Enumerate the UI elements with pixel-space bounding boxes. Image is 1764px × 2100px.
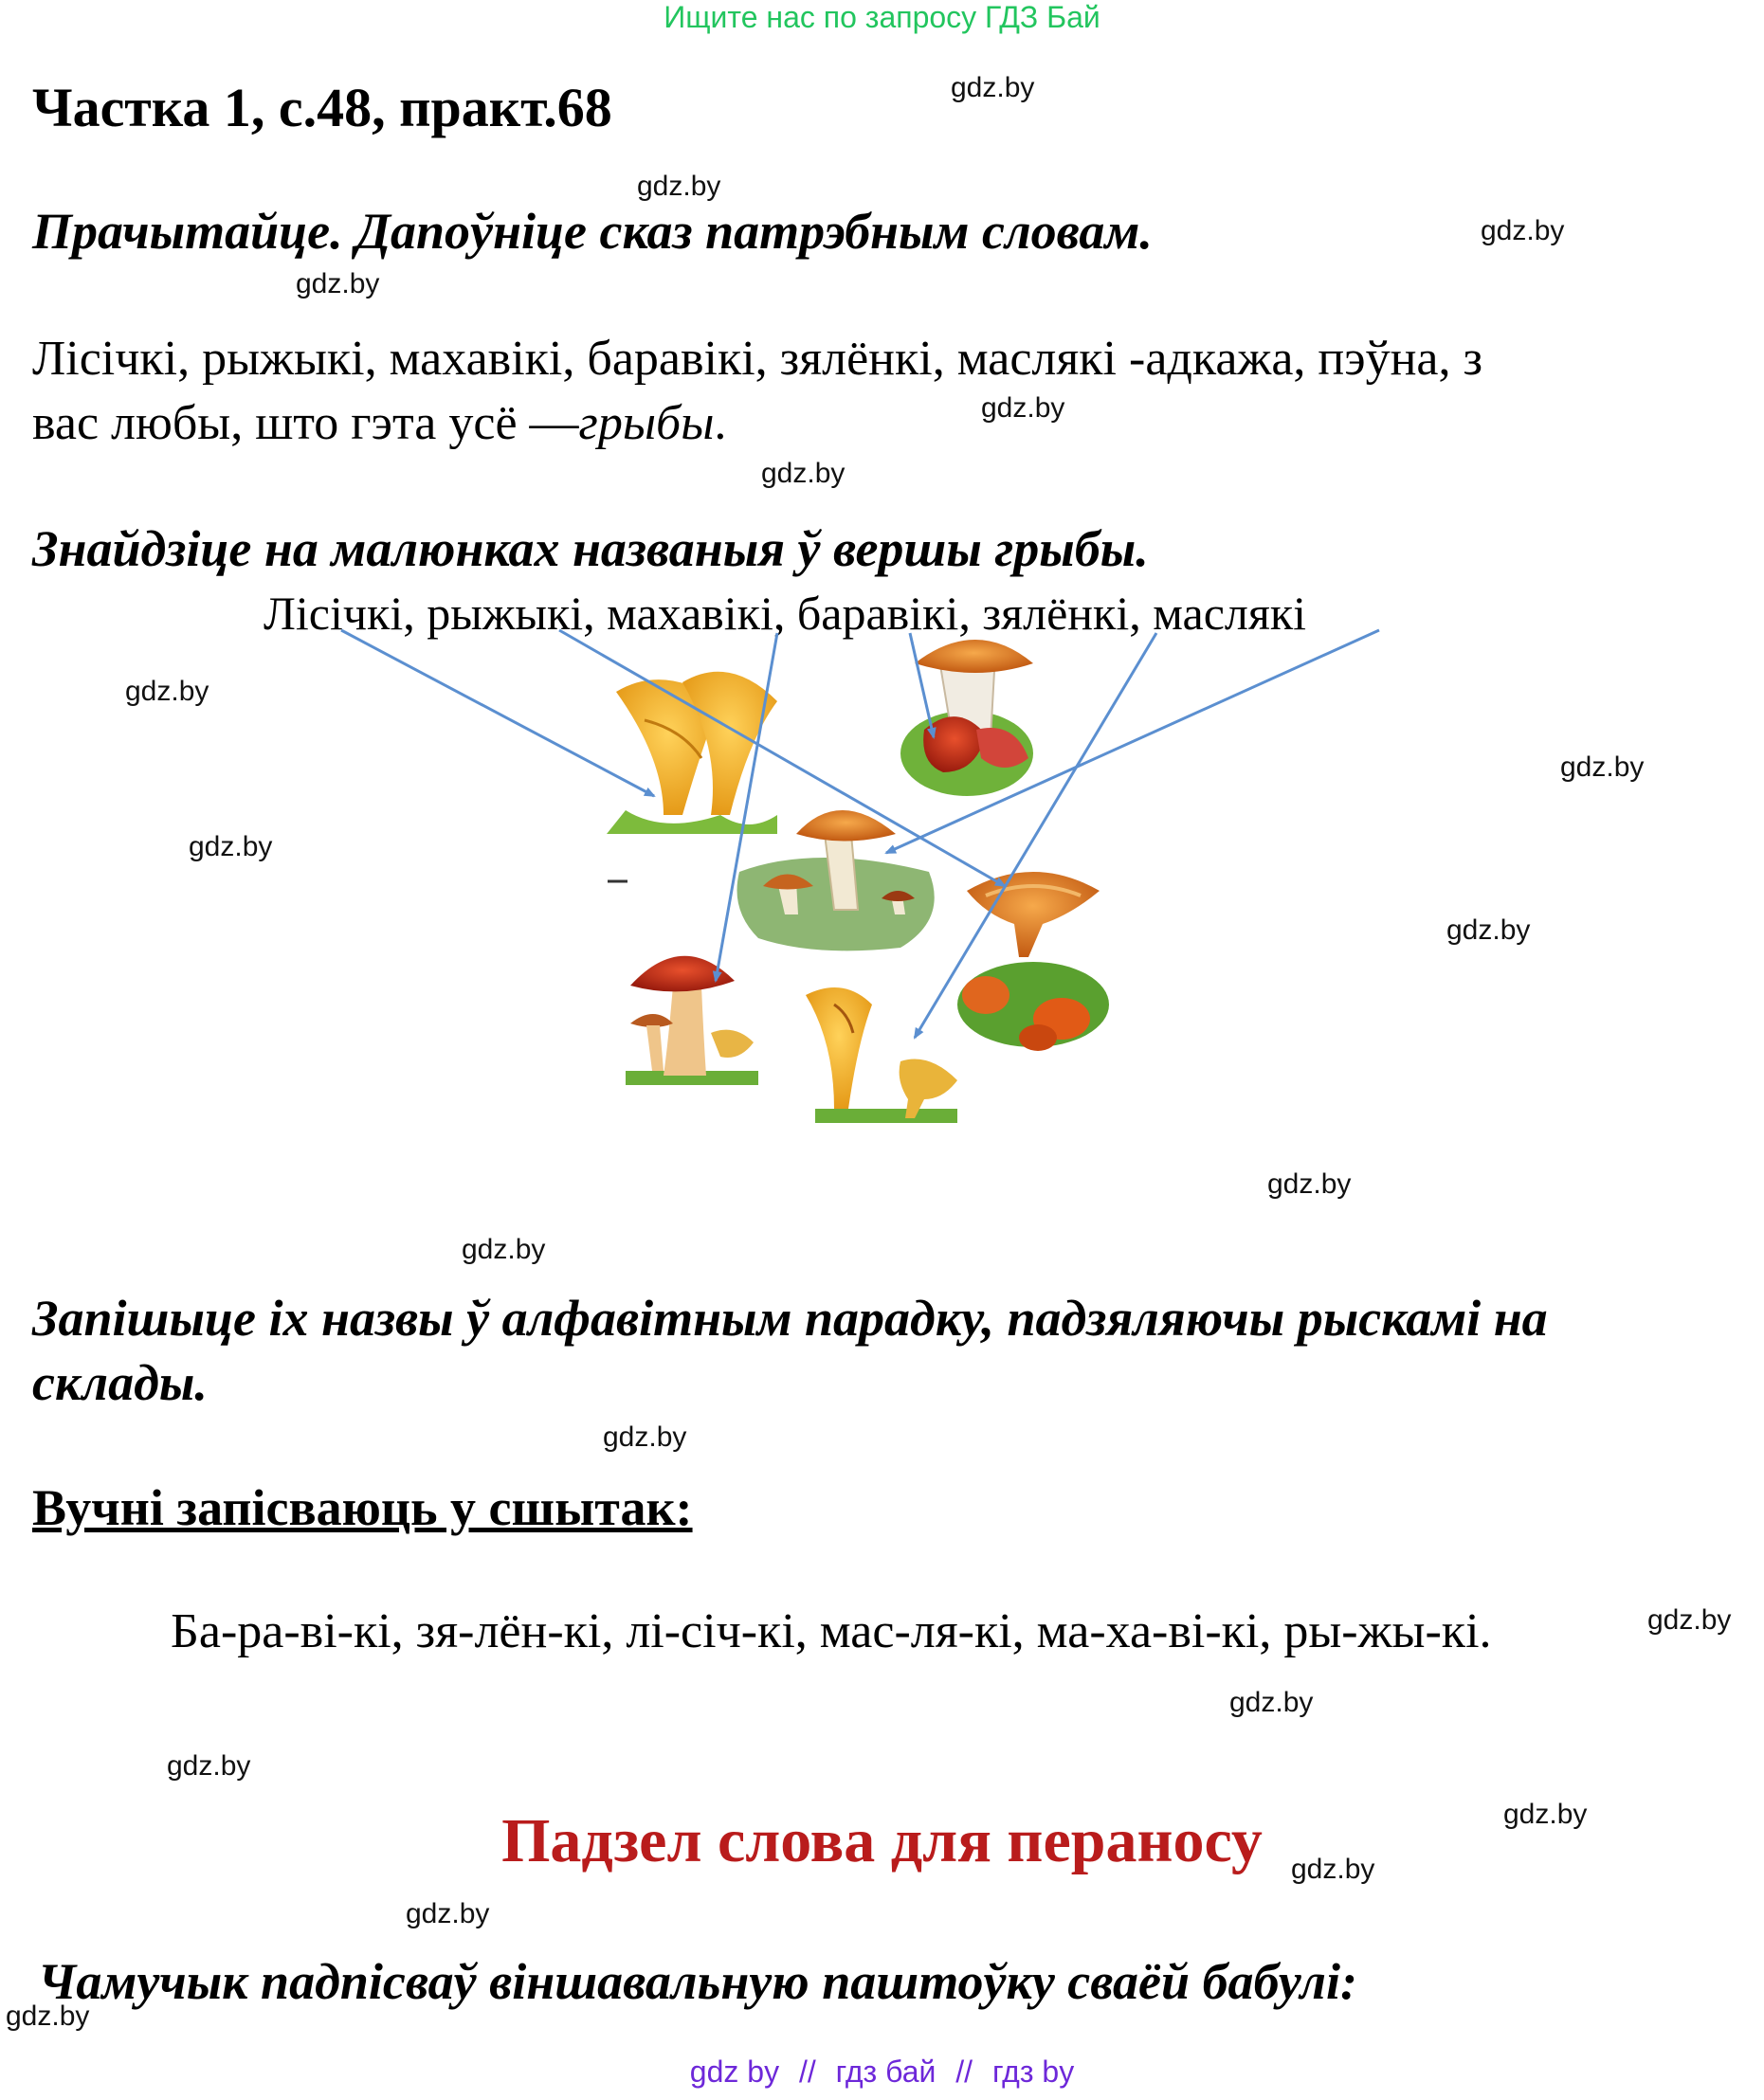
bottom-links [0,2055,1764,2090]
watermark: gdz.by [1647,1604,1732,1636]
task-3-instruction-line-1: Запішыце іх назвы ў алфавітным парадку, падзяляючы рыскамі на [32,1290,1548,1347]
mushroom-name-makhaviki: махавікі [607,587,773,640]
link-separator: // [955,2055,973,2089]
top-banner[interactable]: Ищите нас по запросу ГДЗ Бай [664,0,1100,34]
watermark: gdz.by [951,72,1035,103]
link-gdz-bai[interactable]: гдз бай [835,2055,937,2089]
mushroom-saffron-milkcap-image [957,872,1109,1051]
mushroom-names-row: Лісічкі, рыжыкі, махавікі, баравікі, зялёнкі, маслякі [264,587,1307,640]
watermark: gdz.by [637,171,721,202]
link-gdz-by-cyr[interactable]: гдз by [991,2055,1075,2089]
mushroom-name-ryzhyki: рыжыкі [427,587,584,640]
watermark: gdz.by [1560,751,1645,783]
poem-line-2-prefix: вас любы, што гэта усё — [32,396,579,450]
poem-answer-word: грыбы [578,396,715,450]
mushroom-greenfinch-image [806,987,957,1123]
link-separator: // [798,2055,816,2089]
watermark: gdz.by [1229,1687,1314,1718]
students-note: Вучні запісваюць у сшытак: [32,1479,693,1536]
watermark: gdz.by [603,1421,687,1453]
watermark: gdz.by [125,676,209,707]
poem-line-2-suffix: . [714,396,727,450]
watermark: gdz.by [296,268,380,299]
mushroom-name-masliaki: маслякі [1153,587,1307,640]
poem-line-1: Лісічкі, рыжыкі, махавікі, баравікі, зялёнкі, маслякі -адкажа, пэўна, з [32,332,1483,386]
task-4-instruction: Чамучык падпісваў віншавальную паштоўку сваёй бабулі: [38,1953,1357,2010]
mushroom-russula-image [900,640,1033,796]
watermark: gdz.by [167,1750,251,1782]
mushroom-name-zialionki: зялёнкі [982,587,1130,640]
mushroom-chanterelle-image [607,672,777,834]
watermark: gdz.by [1503,1799,1588,1830]
section-title: Падзел слова для пераносу [501,1806,1263,1875]
watermark: gdz.by [1481,215,1565,246]
watermark: gdz.by [462,1234,546,1265]
task-2-instruction: Знайдзіце на малюнках названыя ў вершы грыбы. [32,520,1149,577]
watermark: gdz.by [1267,1168,1352,1200]
task-1-instruction: Прачытайце. Дапоўніце сказ патрэбным словам. [32,203,1153,260]
page-title: Частка 1, с.48, практ.68 [32,77,612,138]
watermark: gdz.by [189,831,273,862]
syllable-answer: Ба-ра-ві-кі, зя-лён-кі, лі-січ-кі, мас-ля-кі, ма-ха-ві-кі, ры-жы-кі. [171,1604,1492,1658]
watermark: gdz.by [406,1898,490,1929]
watermark: gdz.by [1446,914,1531,946]
watermark: gdz.by [1291,1854,1375,1885]
watermark: gdz.by [981,392,1065,424]
link-gdz-by[interactable]: gdz by [689,2055,780,2089]
watermark: gdz.by [6,2000,90,2032]
mushroom-name-baraviki: баравікі [796,587,959,640]
mushroom-name-lisichki: Лісічкі [264,587,404,640]
mushroom-orange-bolete-image [626,956,758,1085]
task-3-instruction-line-2: склады. [32,1354,208,1411]
watermark: gdz.by [761,458,846,489]
